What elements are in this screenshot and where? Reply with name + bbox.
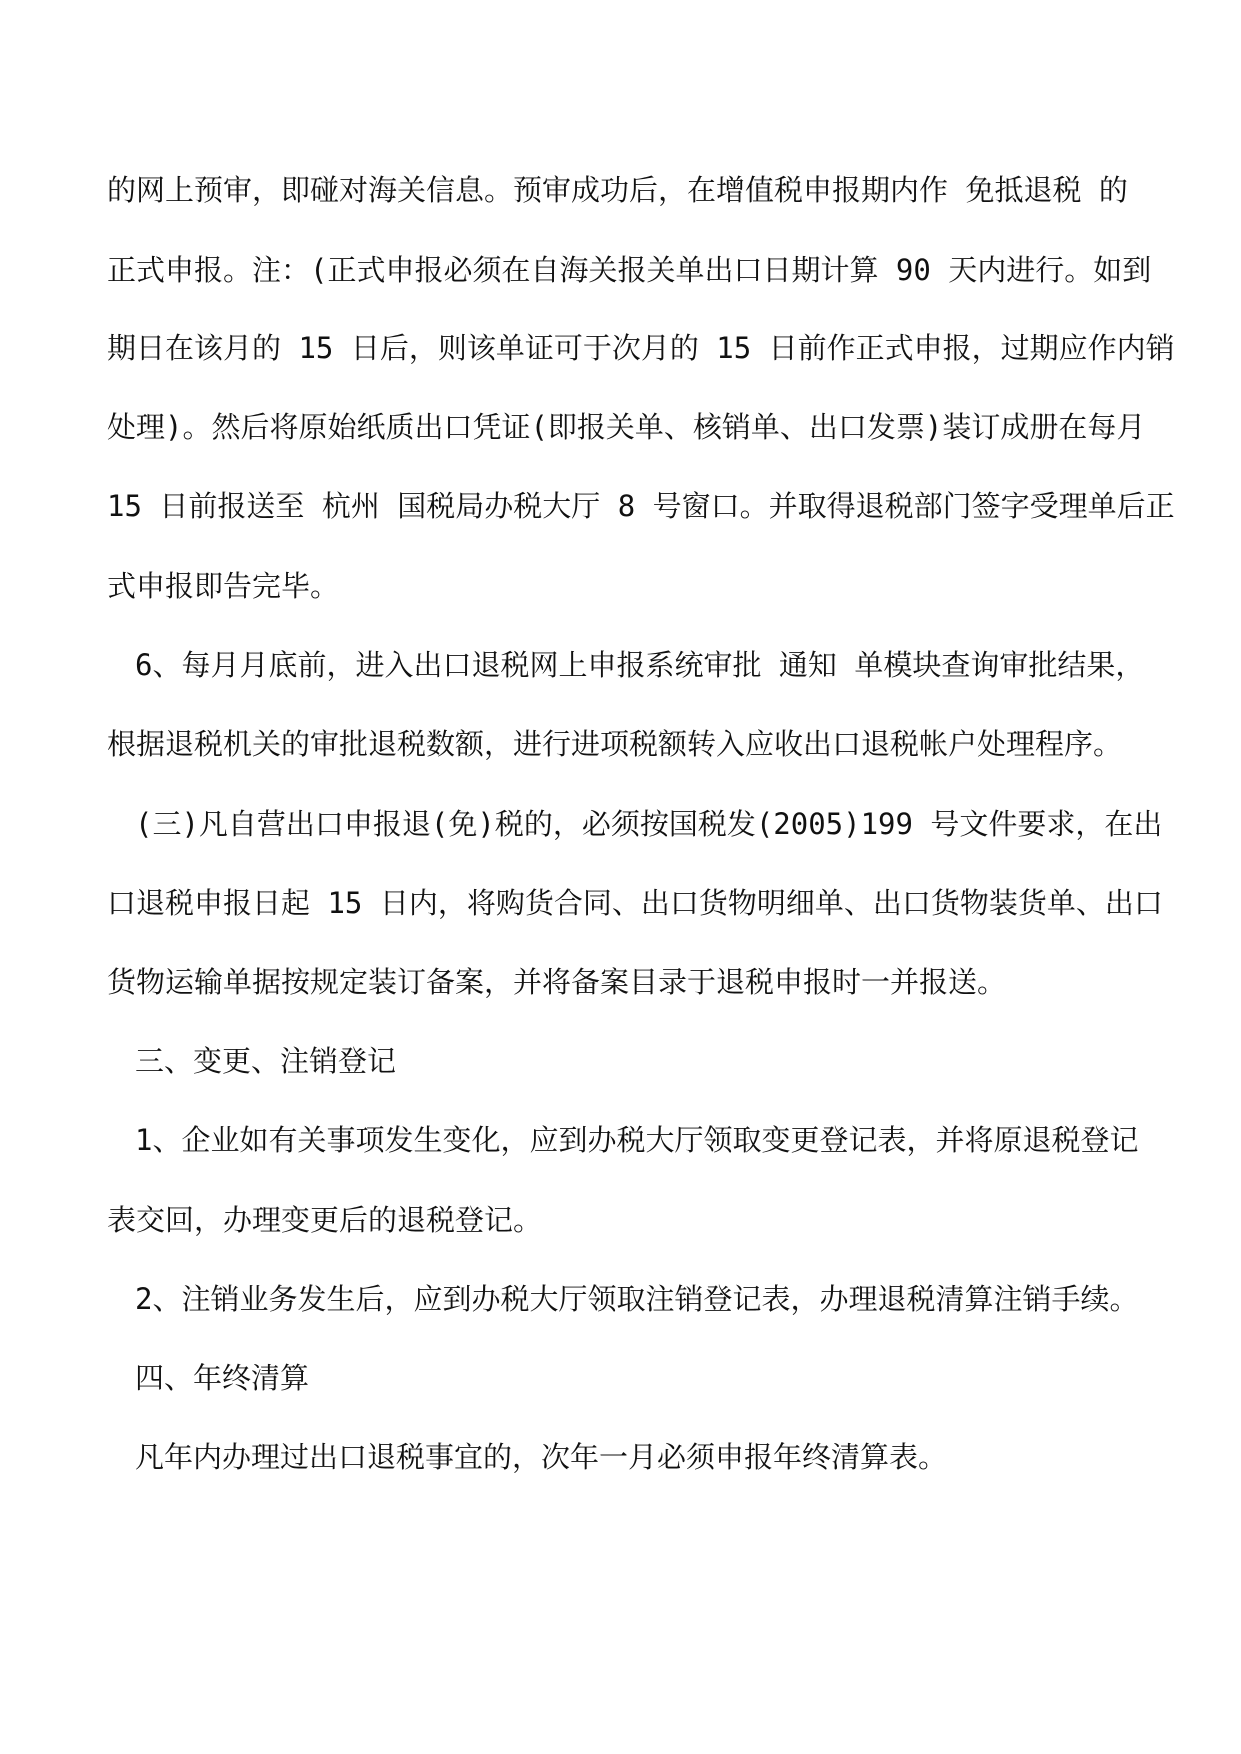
- paragraph-line: 根据退税机关的审批退税数额，进行进项税额转入应收出口退税帐户处理程序。: [107, 727, 1123, 761]
- paragraph-line: 凡年内办理过出口退税事宜的，次年一月必须申报年终清算表。: [135, 1440, 948, 1474]
- paragraph-line: (三)凡自营出口申报退(免)税的，必须按国税发(2005)199 号文件要求，在出: [135, 807, 1163, 841]
- paragraph-line: 期日在该月的 15 日后，则该单证可于次月的 15 日前作正式申报，过期应作内销: [107, 331, 1175, 365]
- paragraph-line: 货物运输单据按规定装订备案，并将备案目录于退税申报时一并报送。: [107, 965, 1007, 999]
- paragraph-line: 口退税申报日起 15 日内，将购货合同、出口货物明细单、出口货物装货单、出口: [107, 886, 1163, 920]
- paragraph-line: 表交回，办理变更后的退税登记。: [107, 1203, 543, 1237]
- paragraph-line: 2、注销业务发生后，应到办税大厅领取注销登记表，办理退税清算注销手续。: [135, 1282, 1139, 1316]
- section-heading: 三、变更、注销登记: [135, 1044, 397, 1078]
- paragraph-line: 15 日前报送至 杭州 国税局办税大厅 8 号窗口。并取得退税部门签字受理单后正: [107, 489, 1175, 523]
- paragraph-line: 6、每月月底前，进入出口退税网上申报系统审批 通知 单模块查询审批结果，: [135, 648, 1145, 682]
- paragraph-line: 的网上预审，即碰对海关信息。预审成功后，在增值税申报期内作 免抵退税 的: [107, 173, 1128, 207]
- paragraph-line: 处理)。然后将原始纸质出口凭证(即报关单、核销单、出口发票)装订成册在每月: [107, 410, 1146, 444]
- paragraph-line: 式申报即告完毕。: [107, 569, 340, 603]
- paragraph-line: 正式申报。注：(正式申报必须在自海关报关单出口日期计算 90 天内进行。如到: [107, 253, 1152, 287]
- section-heading: 四、年终清算: [135, 1361, 310, 1395]
- paragraph-line: 1、企业如有关事项发生变化，应到办税大厅领取变更登记表，并将原退税登记: [135, 1123, 1139, 1157]
